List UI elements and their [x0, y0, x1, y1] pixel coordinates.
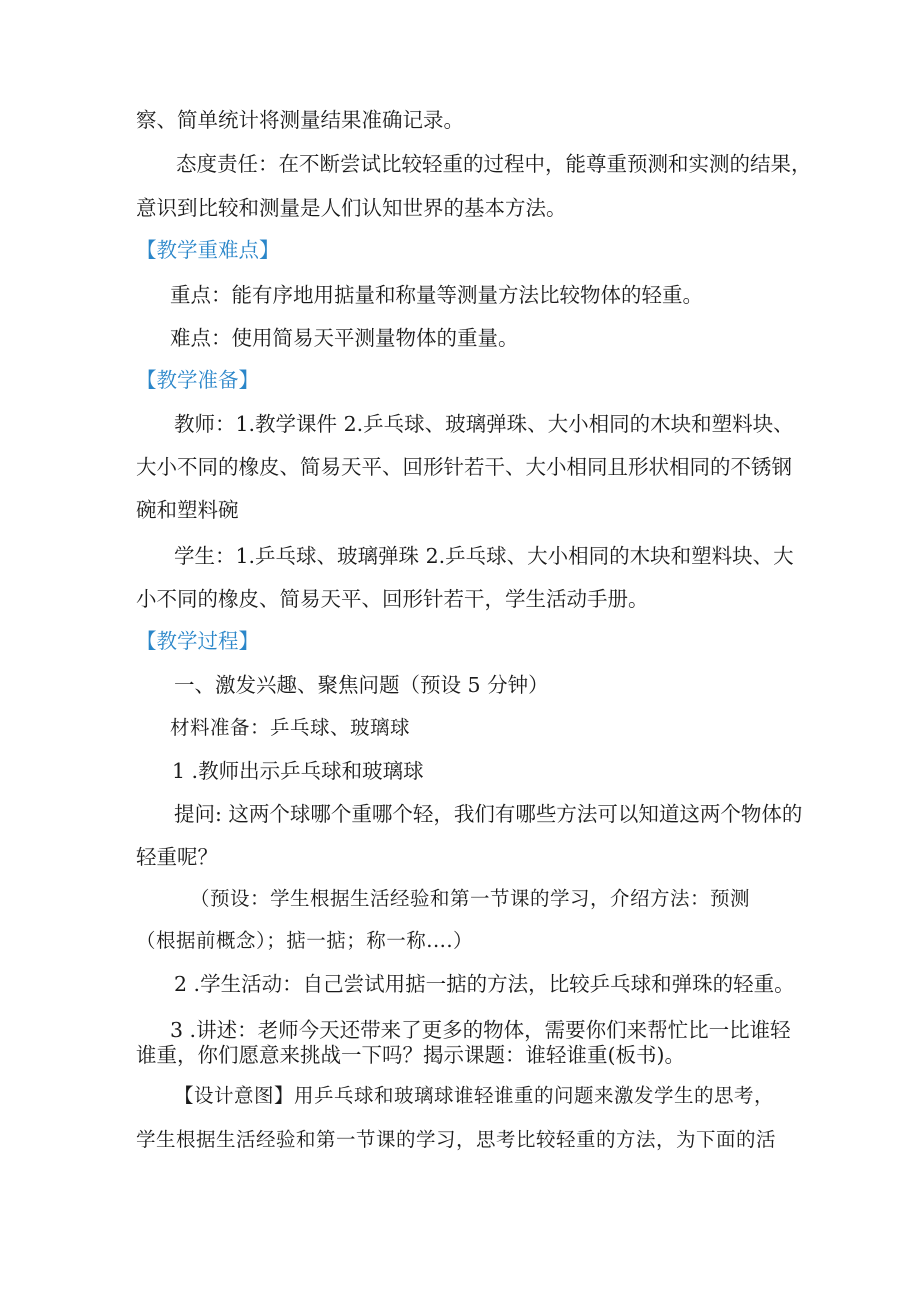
text-line: 2 .学生活动：自己尝试用掂一掂的方法，比较乒乓球和弹珠的轻重。 [174, 972, 795, 996]
section-heading: 【教学准备】 [136, 368, 259, 392]
text-line: 小不同的橡皮、简易天平、回形针若干，学生活动手册。 [136, 587, 649, 611]
text-line: 学生：1.乒乓球、玻璃弹珠 2.乒乓球、大小相同的木块和塑料块、大 [174, 544, 794, 568]
section-heading: 【教学重难点】 [136, 238, 280, 262]
text-line: 学生根据生活经验和第一节课的学习，思考比较轻重的方法，为下面的活 [136, 1128, 777, 1151]
text-line: 难点：使用简易天平测量物体的重量。 [170, 326, 519, 350]
text-line: 大小不同的橡皮、简易天平、回形针若干、大小相同且形状相同的不锈钢 [136, 455, 792, 479]
text-line: 碗和塑料碗 [136, 498, 239, 522]
text-line: 1 .教师出示乒乓球和玻璃球 [172, 759, 424, 783]
text-line: （预设：学生根据生活经验和第一节课的学习，介绍方法：预测 [190, 887, 751, 910]
text-line: 教师：1.教学课件 2.乒乓球、玻璃弹珠、大小相同的木块和塑料块、 [174, 412, 794, 436]
section-heading: 【教学过程】 [136, 629, 259, 653]
text-line: 意识到比较和测量是人们认知世界的基本方法。 [136, 196, 567, 220]
text-line: 轻重呢？ [136, 845, 218, 869]
text-line: 态度责任：在不断尝试比较轻重的过程中，能尊重预测和实测的结果， [176, 152, 812, 176]
text-line: 重点：能有序地用掂量和称量等测量方法比较物体的轻重。 [170, 283, 703, 307]
text-line: 材料准备：乒乓球、玻璃球 [170, 716, 411, 739]
text-line: 察、简单统计将测量结果准确记录。 [136, 108, 464, 132]
text-line: （根据前概念）；掂一掂；称一称....） [136, 929, 474, 952]
text-line: 谁重，你们愿意来挑战一下吗？揭示课题：谁轻谁重(板书)。 [136, 1043, 685, 1067]
text-line: 提问: 这两个球哪个重哪个轻，我们有哪些方法可以知道这两个物体的 [174, 802, 803, 826]
text-line: 一、激发兴趣、聚焦问题（预设 5 分钟） [174, 673, 549, 697]
text-line: 【设计意图】用乒乓球和玻璃球谁轻谁重的问题来激发学生的思考， [174, 1084, 775, 1107]
text-line: 3 .讲述：老师今天还带来了更多的物体，需要你们来帮忙比一比谁轻 [170, 1018, 791, 1042]
